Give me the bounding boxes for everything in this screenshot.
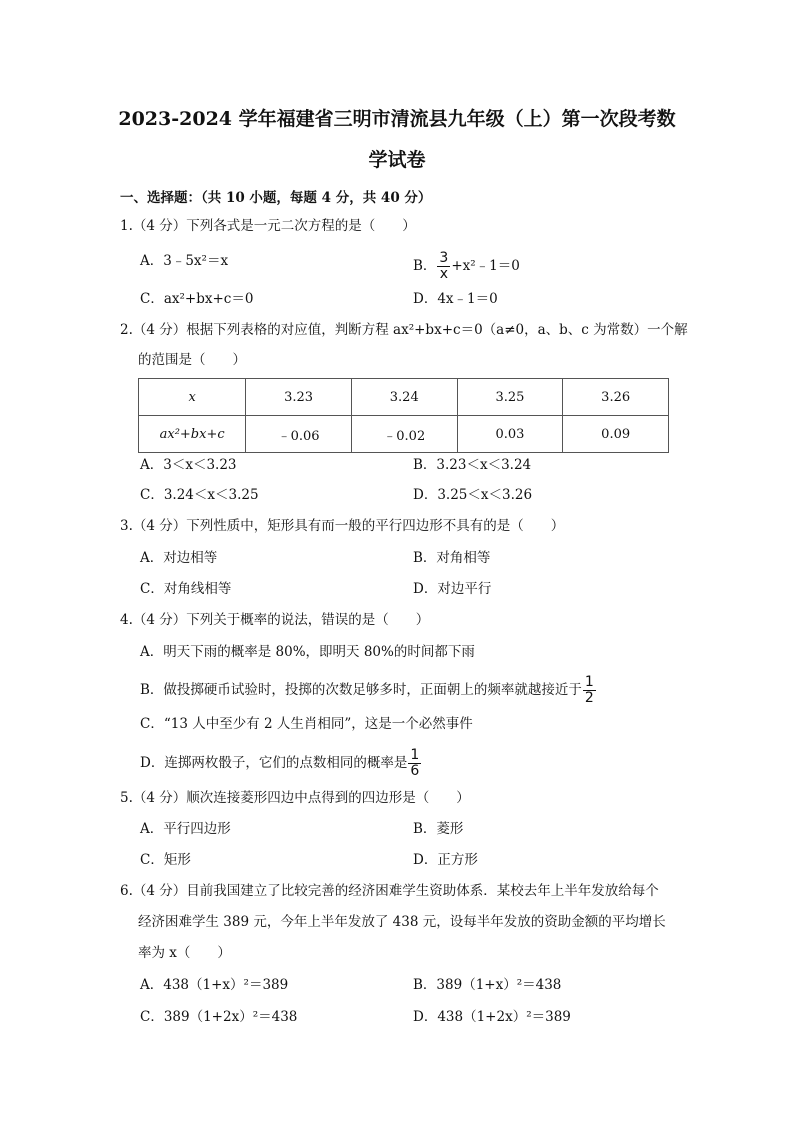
fraction-numerator: 1 [410,747,420,763]
fraction-numerator: 3 [439,250,449,266]
fraction-numerator: 1 [584,674,594,690]
question-4-option-a: A．明天下雨的概率是 80%，即明天 80%的时间都下雨 [140,644,475,660]
question-1-option-c: C．ax²+bx+c＝0 [140,291,254,307]
question-6-option-a: A．438（1+x）²＝389 [140,977,289,993]
table-cell: ﹣0.02 [351,416,457,453]
question-2-option-a: A．3＜x＜3.23 [140,457,237,473]
question-4-stem: 4.（4 分）下列关于概率的说法，错误的是（ ） [120,612,430,628]
table-cell: 3.23 [246,379,352,416]
question-6-stem-line-1: 6.（4 分）目前我国建立了比较完善的经济困难学生资助体系．某校去年上半年发放给每个 [120,883,659,899]
question-1-stem: 1.（4 分）下列各式是一元二次方程的是（ ） [120,218,416,234]
question-5-option-d: D．正方形 [413,852,478,868]
question-6-option-d: D．438（1+2x）²＝389 [413,1009,571,1025]
question-3-option-d: D．对边平行 [413,581,492,597]
table-header-expression: ax²+bx+c [139,416,246,453]
fraction-one-sixth [408,748,421,779]
option-b-text: B．做投掷硬币试验时，投掷的次数足够多时，正面朝上的频率就越接近于 [140,682,582,698]
question-4-option-b [140,675,597,706]
fraction-denominator: x [439,266,449,282]
fraction-one-half [583,675,596,706]
option-b-suffix: +x²﹣1＝0 [451,258,520,274]
table-row-x [139,379,669,416]
table-cell: 3.24 [351,379,457,416]
table-cell: ﹣0.06 [246,416,352,453]
question-6-option-b: B．389（1+x）²＝438 [413,977,562,993]
question-2-stem-line-2: 的范围是（ ） [138,352,246,368]
question-5-option-a: A．平行四边形 [140,821,231,837]
question-1-option-d: D．4x﹣1＝0 [413,291,498,307]
table-header-x: x [139,379,246,416]
table-cell: 3.26 [563,379,669,416]
option-d-text: D．连掷两枚骰子，它们的点数相同的概率是 [140,755,408,771]
exam-title-line-2: 学试卷 [368,149,426,171]
question-3-option-a: A．对边相等 [140,550,218,566]
fraction-denominator: 2 [584,690,594,706]
question-4-option-c: C．“13 人中至少有 2 人生肖相同”，这是一个必然事件 [140,716,473,732]
question-5-option-b: B．菱形 [413,821,464,837]
question-5-stem: 5.（4 分）顺次连接菱形四边中点得到的四边形是（ ） [120,790,470,806]
value-table [138,378,669,453]
question-2-option-d: D．3.25＜x＜3.26 [413,487,533,503]
table-row-expression [139,416,669,453]
section-heading-choice: 一、选择题：（共 10 小题，每题 4 分，共 40 分） [120,190,432,206]
question-4-option-d [140,748,422,779]
table-cell: 0.03 [457,416,563,453]
table-cell: 3.25 [457,379,563,416]
option-b-prefix: B． [413,258,437,274]
question-1-option-a: A．3﹣5x²＝x [140,253,229,269]
question-3-option-b: B．对角相等 [413,550,491,566]
question-3-option-c: C．对角线相等 [140,581,232,597]
table-cell: 0.09 [563,416,669,453]
question-1-option-b [413,251,520,282]
question-6-stem-line-3: 率为 x（ ） [138,945,231,961]
question-2-option-c: C．3.24＜x＜3.25 [140,487,259,503]
fraction-denominator: 6 [410,763,420,779]
question-5-option-c: C．矩形 [140,852,191,868]
question-6-stem-line-2: 经济困难学生 389 元，今年上半年发放了 438 元，设每半年发放的资助金额的平均增长 [138,914,666,930]
exam-title-line-1: 2023-2024 学年福建省三明市清流县九年级（上）第一次段考数 [118,108,676,130]
question-6-option-c: C．389（1+2x）²＝438 [140,1009,298,1025]
question-2-option-b: B．3.23＜x＜3.24 [413,457,532,473]
fraction-3-over-x [437,251,450,282]
question-3-stem: 3.（4 分）下列性质中，矩形具有而一般的平行四边形不具有的是（ ） [120,518,565,534]
question-2-stem-line-1: 2.（4 分）根据下列表格的对应值，判断方程 ax²+bx+c＝0（a≠0，a、b、c 为常数）一个解 [120,322,688,338]
